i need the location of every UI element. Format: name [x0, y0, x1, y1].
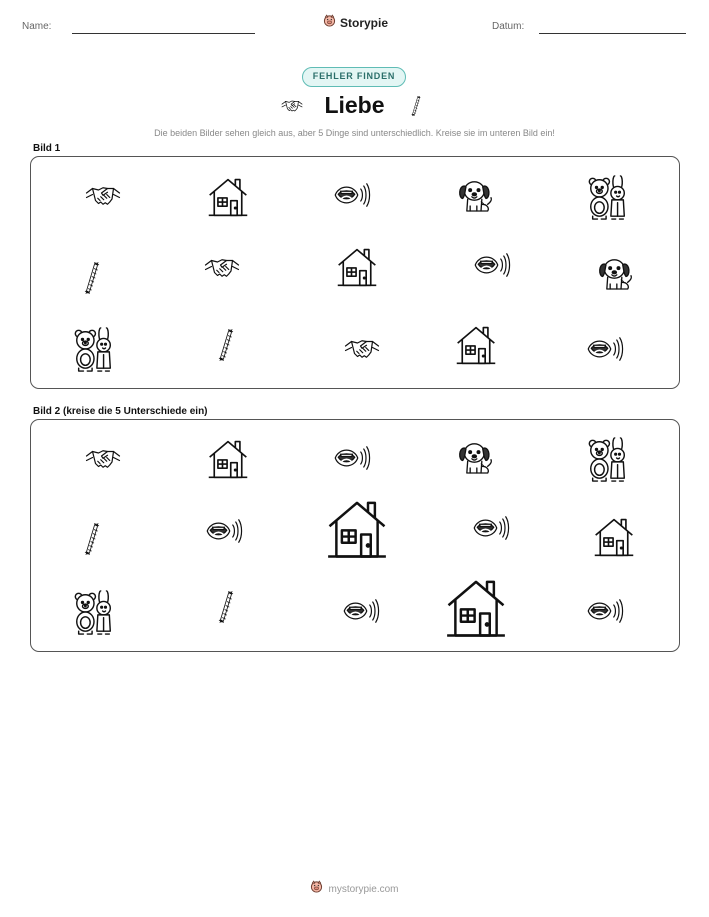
- rope-icon[interactable]: [210, 320, 242, 370]
- mouth-speaking-icon[interactable]: [582, 331, 626, 367]
- picture1-label: Bild 1: [33, 143, 61, 154]
- brand-logo: [323, 14, 388, 32]
- page-title: Liebe: [324, 92, 385, 118]
- name-label: Name:: [22, 21, 52, 32]
- rope-icon[interactable]: [210, 582, 242, 632]
- teddy-bunny-icon[interactable]: [70, 326, 118, 372]
- picture2-label: Bild 2 (kreise die 5 Unterschiede ein): [33, 406, 208, 417]
- rope-icon[interactable]: [76, 253, 108, 303]
- title-rope-icon: [406, 91, 426, 121]
- category-badge: FEHLER FINDEN: [302, 67, 406, 87]
- handshake-icon[interactable]: [80, 441, 126, 477]
- mouth-speaking-icon[interactable]: [469, 247, 513, 283]
- rope-icon[interactable]: [76, 514, 108, 564]
- house-icon[interactable]: [334, 245, 380, 289]
- pig-icon: [323, 14, 336, 32]
- puppy-icon[interactable]: [596, 252, 636, 296]
- handshake-icon[interactable]: [80, 178, 126, 214]
- pig-icon: [310, 880, 323, 898]
- house-icon-large[interactable]: [442, 575, 510, 641]
- mouth-speaking-icon[interactable]: [201, 513, 245, 549]
- title-handshake-icon: [278, 95, 306, 117]
- name-line[interactable]: [72, 33, 255, 34]
- teddy-bunny-icon[interactable]: [70, 589, 118, 635]
- date-line[interactable]: [539, 33, 686, 34]
- handshake-icon[interactable]: [199, 250, 245, 286]
- house-icon[interactable]: [591, 515, 637, 559]
- footer: [0, 880, 709, 898]
- mouth-speaking-icon[interactable]: [468, 510, 512, 546]
- mouth-speaking-icon[interactable]: [329, 177, 373, 213]
- teddy-bunny-icon[interactable]: [584, 436, 632, 482]
- mouth-speaking-icon[interactable]: [329, 440, 373, 476]
- mouth-speaking-icon[interactable]: [338, 593, 382, 629]
- house-icon[interactable]: [453, 323, 499, 367]
- house-icon[interactable]: [205, 437, 251, 481]
- teddy-bunny-icon[interactable]: [584, 174, 632, 220]
- footer-url: mystorypie.com: [328, 883, 399, 895]
- puppy-icon[interactable]: [456, 174, 496, 218]
- handshake-icon[interactable]: [339, 331, 385, 367]
- brand-name: Storypie: [340, 16, 389, 30]
- house-icon[interactable]: [205, 175, 251, 219]
- mouth-speaking-icon[interactable]: [582, 593, 626, 629]
- date-label: Datum:: [492, 21, 525, 32]
- instructions: Die beiden Bilder sehen gleich aus, aber 5 Dinge sind unterschiedlich. Kreise sie im unteren Bild ein!: [154, 128, 555, 138]
- puppy-icon[interactable]: [456, 436, 496, 480]
- house-icon-large[interactable]: [323, 496, 391, 562]
